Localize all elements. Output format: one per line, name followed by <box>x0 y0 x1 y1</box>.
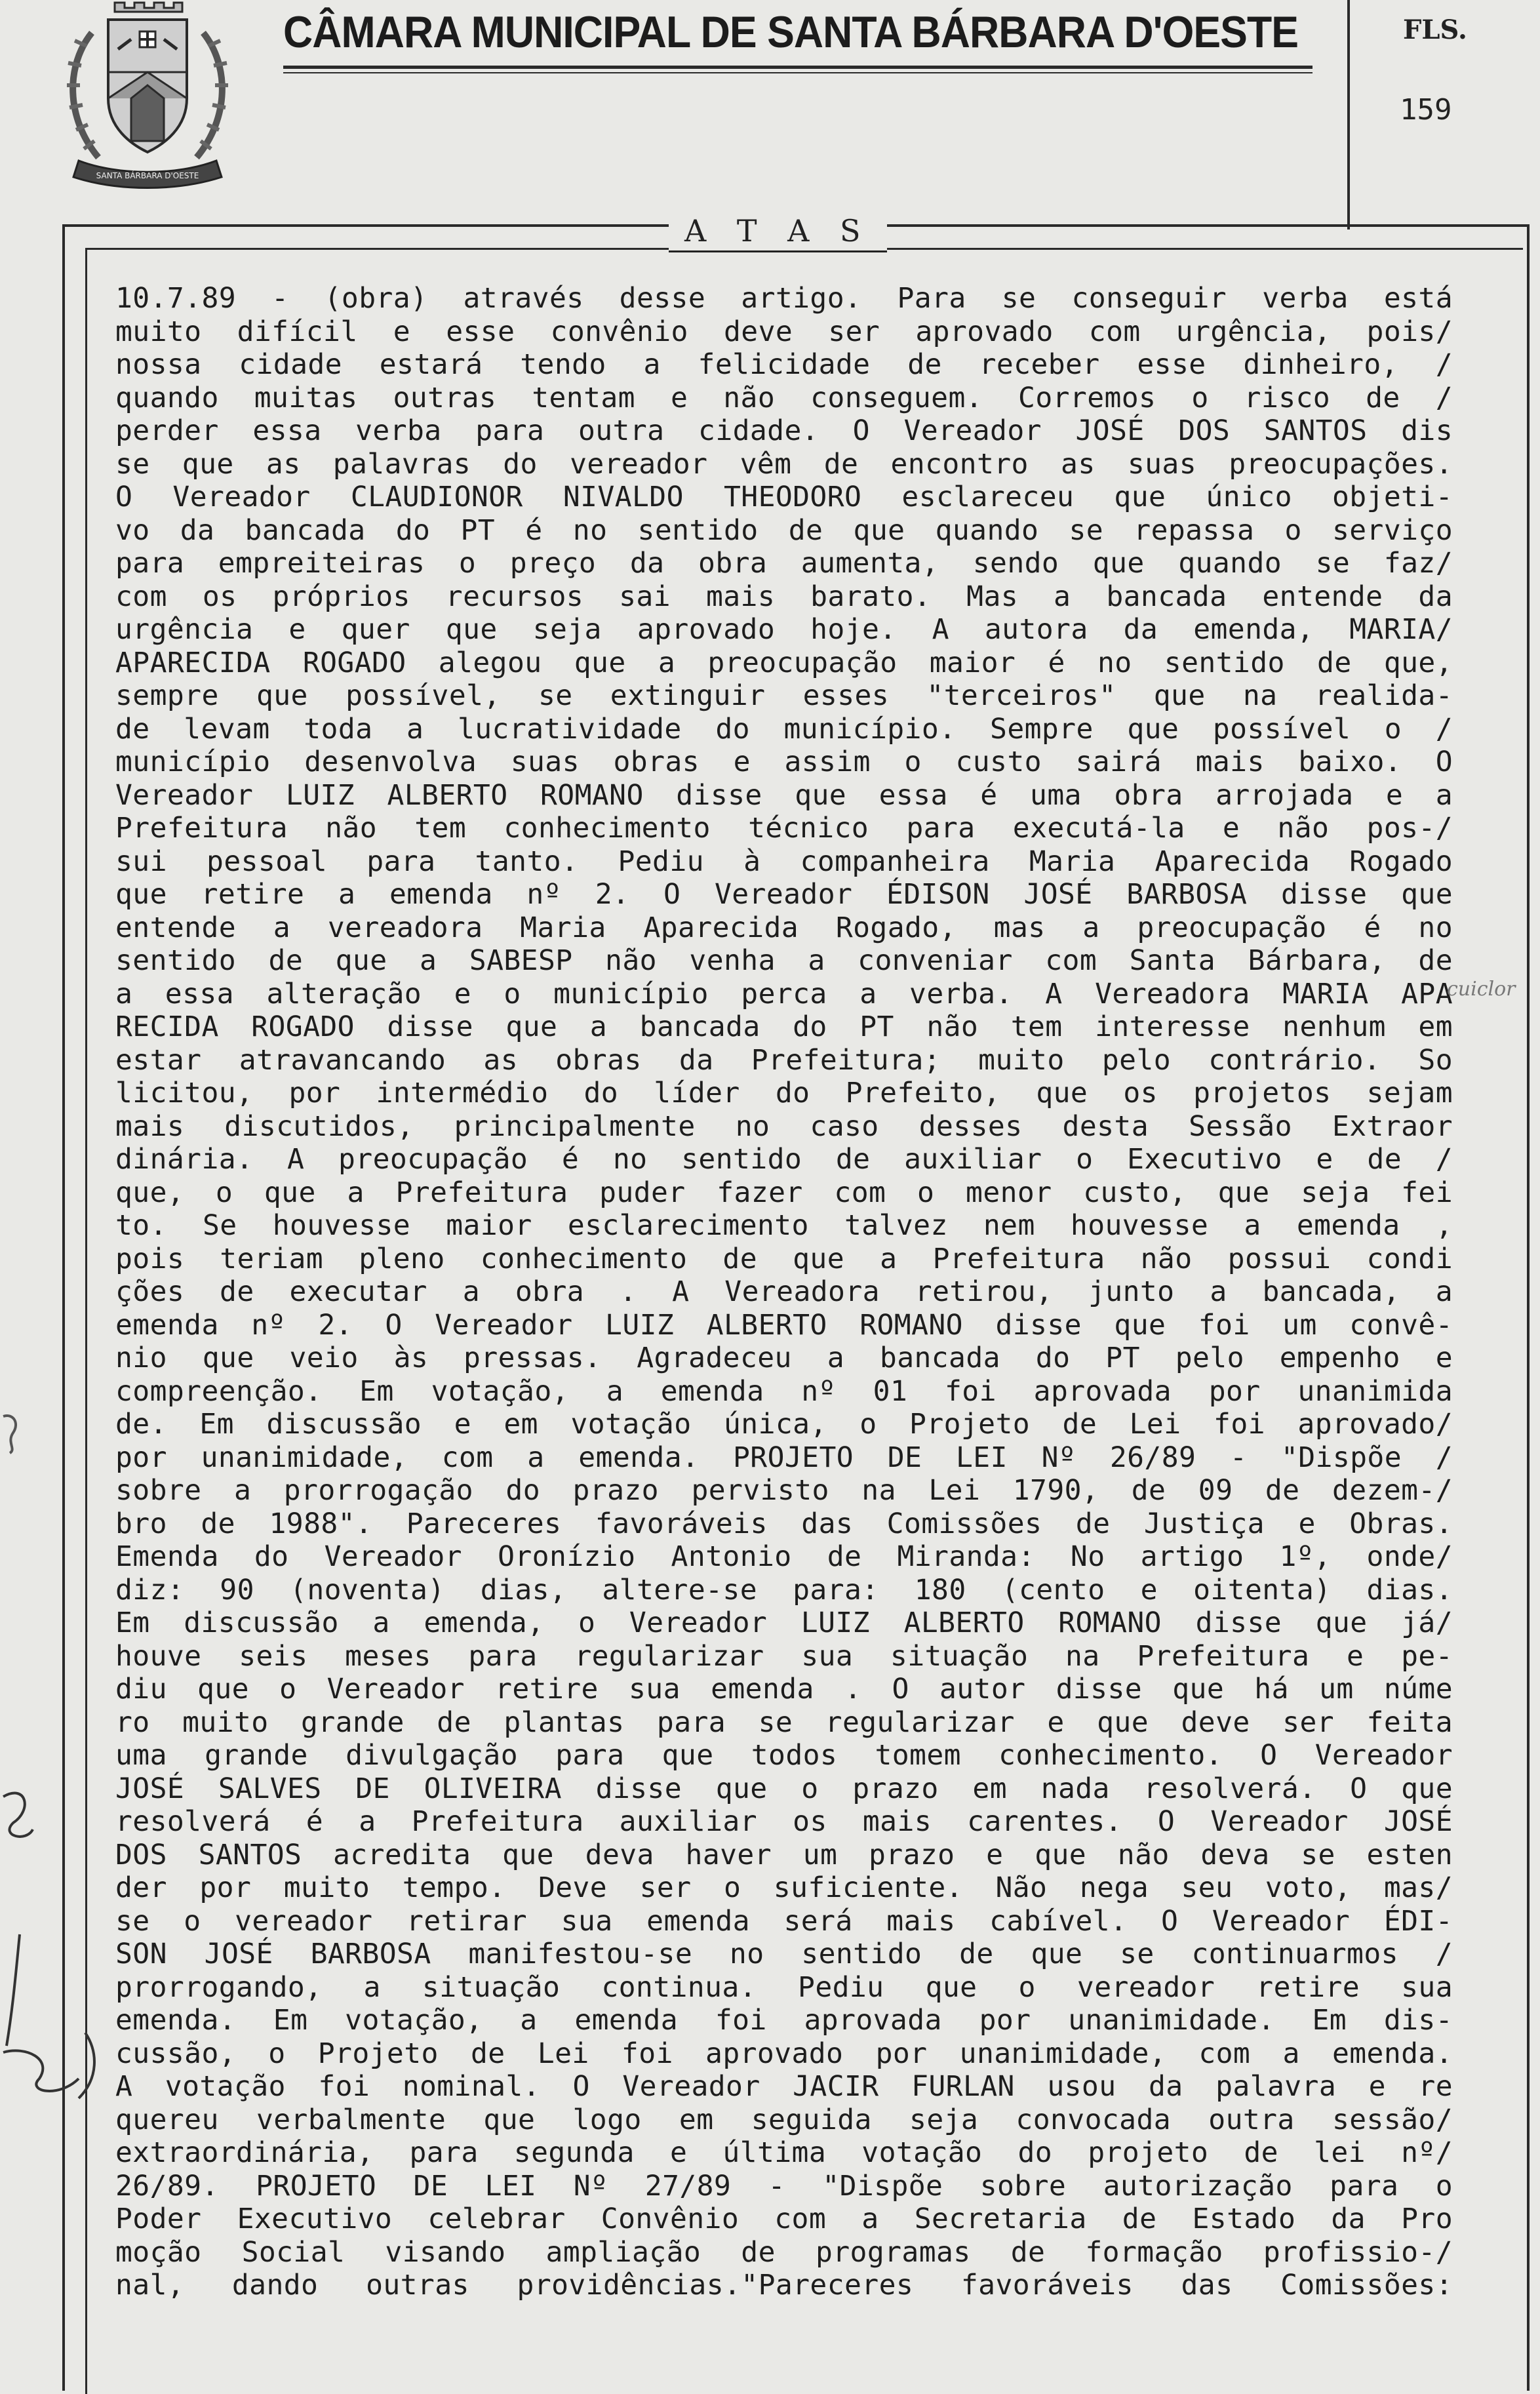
text-line: com os próprios recursos sai mais barato. Mas a bancada entende da <box>115 580 1453 613</box>
text-line: ro muito grande de plantas para se regularizar e que deve ser feita <box>115 1706 1453 1739</box>
text-line: se o vereador retirar sua emenda será mais cabível. O Vereador ÉDI- <box>115 1904 1453 1938</box>
text-line: uma grande divulgação para que todos tomem conhecimento. O Vereador <box>115 1739 1453 1772</box>
text-line: pois teriam pleno conhecimento de que a Prefeitura não possui condi <box>115 1242 1453 1275</box>
crest-ribbon-text: SANTA BÁRBARA D'OESTE <box>96 171 199 180</box>
text-line: Emenda do Vereador Oronízio Antonio de Miranda: No artigo 1º, onde/ <box>115 1540 1453 1573</box>
text-line: SON JOSÉ BARBOSA manifestou-se no sentido de que se continuarmos / <box>115 1938 1453 1970</box>
folio-divider <box>1347 0 1350 229</box>
text-line: APARECIDA ROGADO alegou que a preocupação maior é no sentido de que, <box>115 646 1453 679</box>
text-line: nossa cidade estará tendo a felicidade de receber esse dinheiro, / <box>115 348 1453 381</box>
text-line: quereu verbalmente que logo em seguida seja convocada outra sessão/ <box>115 2103 1453 2136</box>
margin-signature-marks <box>0 1770 118 2111</box>
text-line: O Vereador CLAUDIONOR NIVALDO THEODORO esclareceu que único objeti- <box>115 481 1453 513</box>
text-line: Prefeitura não tem conhecimento técnico para executá-la e não pos-/ <box>115 812 1453 845</box>
text-line: licitou, por intermédio do líder do Prefeito, que os projetos sejam <box>115 1077 1453 1109</box>
text-line: JOSÉ SALVES DE OLIVEIRA disse que o prazo em nada resolverá. O que <box>115 1772 1453 1805</box>
text-line: a essa alteração e o município perca a verba. A Vereadora MARIA APA <box>115 977 1453 1010</box>
text-line: nal, dando outras providências."Pareceres favoráveis das Comissões: <box>115 2269 1453 2302</box>
text-line: RECIDA ROGADO disse que a bancada do PT não tem interesse nenhum em <box>115 1010 1453 1043</box>
text-line: sempre que possível, se extinguir esses "terceiros" que na realida- <box>115 679 1453 712</box>
header-rule-thin <box>283 72 1313 73</box>
text-line: Em discussão a emenda, o Vereador LUIZ ALBERTO ROMANO disse que já/ <box>115 1606 1453 1639</box>
text-line: mais discutidos, principalmente no caso desses desta Sessão Extraor <box>115 1109 1453 1143</box>
text-line: 10.7.89 - (obra) através desse artigo. Para se conseguir verba está <box>115 282 1453 315</box>
text-line: urgência e quer que seja aprovado hoje. A autora da emenda, MARIA/ <box>115 613 1453 646</box>
folio-label: FLS. <box>1403 14 1467 45</box>
minutes-body <box>115 282 1453 2302</box>
text-line: perder essa verba para outra cidade. O Vereador JOSÉ DOS SANTOS dis <box>115 414 1453 447</box>
margin-smudge-mark <box>0 1410 26 1456</box>
text-line: moção Social visando ampliação de programas de formação profissio-/ <box>115 2235 1453 2269</box>
section-title: A T A S <box>669 211 887 252</box>
text-line: que retire a emenda nº 2. O Vereador ÉDISON JOSÉ BARBOSA disse que <box>115 878 1453 911</box>
text-line: por unanimidade, com a emenda. PROJETO DE LEI Nº 26/89 - "Dispõe / <box>115 1441 1453 1474</box>
text-line: nio que veio às pressas. Agradeceu a bancada do PT pelo empenho e <box>115 1342 1453 1374</box>
text-line: de. Em discussão e em votação única, o Projeto de Lei foi aprovado/ <box>115 1408 1453 1441</box>
text-line: quando muitas outras tentam e não conseguem. Corremos o risco de / <box>115 381 1453 414</box>
text-line: der por muito tempo. Deve ser o suficiente. Não nega seu voto, mas/ <box>115 1871 1453 1904</box>
text-line: dinária. A preocupação é no sentido de auxiliar o Executivo e de / <box>115 1143 1453 1176</box>
text-line: estar atravancando as obras da Prefeitura; muito pelo contrário. So <box>115 1043 1453 1077</box>
text-line: se que as palavras do vereador vêm de encontro as suas preocupações. <box>115 447 1453 481</box>
text-line: ções de executar a obra . A Vereadora retirou, junto a bancada, a <box>115 1275 1453 1308</box>
text-line: diz: 90 (noventa) dias, altere-se para: 180 (cento e oitenta) dias. <box>115 1573 1453 1606</box>
page-number: 159 <box>1400 93 1452 127</box>
text-line: sui pessoal para tanto. Pediu à companheira Maria Aparecida Rogado <box>115 845 1453 878</box>
institution-header: CÂMARA MUNICIPAL DE SANTA BÁRBARA D'OESTE <box>283 7 1299 57</box>
text-line: prorrogando, a situação continua. Pediu que o vereador retire sua <box>115 1970 1453 2004</box>
municipal-coat-of-arms-icon <box>52 0 243 197</box>
text-line: vo da bancada do PT é no sentido de que quando se repassa o serviço <box>115 513 1453 547</box>
text-line: Poder Executivo celebrar Convênio com a Secretaria de Estado da Pro <box>115 2203 1453 2235</box>
header-rule-thick <box>283 66 1313 69</box>
text-line: 26/89. PROJETO DE LEI Nº 27/89 - "Dispõe sobre autorização para o <box>115 2169 1453 2203</box>
text-line: diu que o Vereador retire sua emenda . O autor disse que há um núme <box>115 1673 1453 1706</box>
text-line: extraordinária, para segunda e última votação do projeto de lei nº/ <box>115 2136 1453 2169</box>
text-line: entende a vereadora Maria Aparecida Rogado, mas a preocupação é no <box>115 911 1453 944</box>
text-line: DOS SANTOS acredita que deva haver um prazo e que não deva se esten <box>115 1838 1453 1871</box>
text-line: de levam toda a lucratividade do município. Sempre que possível o / <box>115 712 1453 746</box>
text-line: que, o que a Prefeitura puder fazer com o menor custo, que seja fei <box>115 1176 1453 1209</box>
text-line: bro de 1988". Pareceres favoráveis das Comissões de Justiça e Obras. <box>115 1507 1453 1540</box>
text-line: sentido de que a SABESP não venha a conveniar com Santa Bárbara, de <box>115 944 1453 977</box>
text-line: cussão, o Projeto de Lei foi aprovado por unanimidade, com a emenda. <box>115 2037 1453 2070</box>
text-line: muito difícil e esse convênio deve ser aprovado com urgência, pois/ <box>115 315 1453 348</box>
text-line: município desenvolva suas obras e assim o custo sairá mais baixo. O <box>115 746 1453 778</box>
text-line: to. Se houvesse maior esclarecimento talvez nem houvesse a emenda , <box>115 1209 1453 1242</box>
margin-handwritten-note <box>1446 969 1531 1008</box>
text-line: houve seis meses para regularizar sua situação na Prefeitura e pe- <box>115 1639 1453 1673</box>
margin-note-text: cuiclor <box>1447 978 1516 1001</box>
text-line: resolverá é a Prefeitura auxiliar os mais carentes. O Vereador JOSÉ <box>115 1805 1453 1838</box>
text-line: emenda nº 2. O Vereador LUIZ ALBERTO ROMANO disse que foi um convê- <box>115 1308 1453 1342</box>
text-line: A votação foi nominal. O Vereador JACIR FURLAN usou da palavra e re <box>115 2070 1453 2103</box>
text-line: sobre a prorrogação do prazo pervisto na Lei 1790, de 09 de dezem-/ <box>115 1474 1453 1507</box>
text-line: para empreiteiras o preço da obra aumenta, sendo que quando se faz/ <box>115 547 1453 580</box>
text-line: emenda. Em votação, a emenda foi aprovada por unanimidade. Em dis- <box>115 2004 1453 2037</box>
text-line: Vereador LUIZ ALBERTO ROMANO disse que essa é uma obra arrojada e a <box>115 778 1453 812</box>
text-line: compreenção. Em votação, a emenda nº 01 foi aprovada por unanimida <box>115 1374 1453 1408</box>
